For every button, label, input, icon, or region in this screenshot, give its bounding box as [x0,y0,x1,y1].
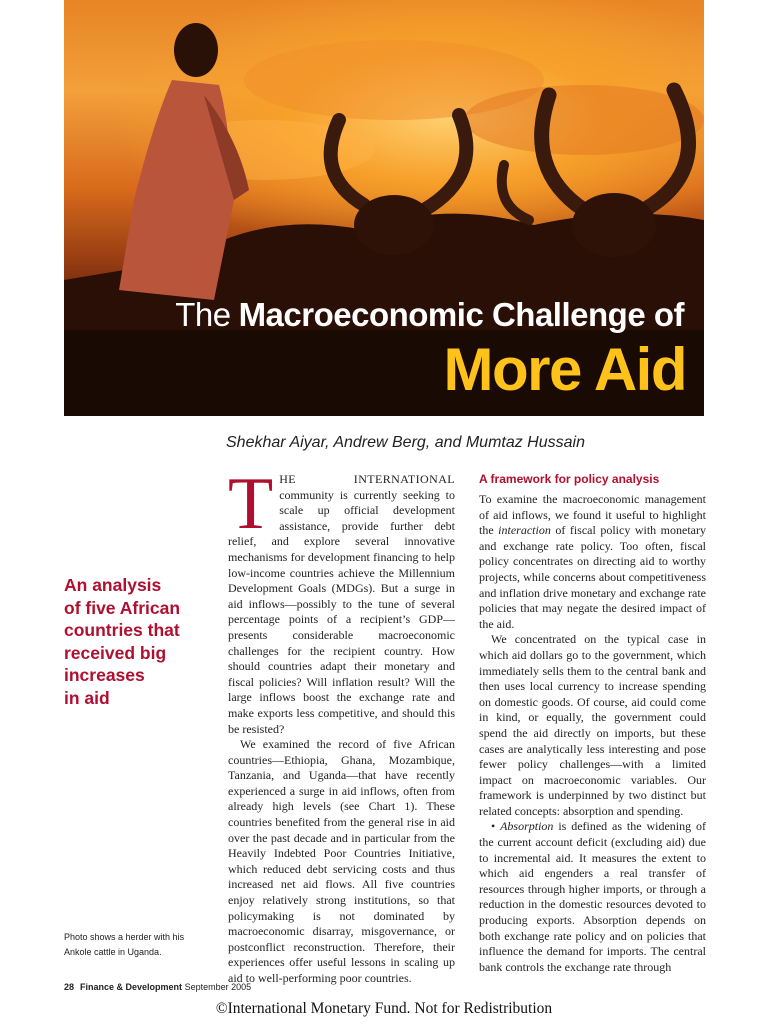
deck-line: of five African [64,597,181,618]
paragraph-text: To examine the macroeconomic management of aid inflows, we found it useful to highlight the [479,492,706,538]
page-number: 28 [64,982,75,992]
paragraph-text: community is currently seeking to scale up official development assistance, provide further debt relief, and explore several innovative mechanisms for development financing to help low-income countries achieve the Millennium Development Goals (MDGs). But a surge in aid inflows—possibly to the tune of several percentage points of a recipient’s GDP—presents considerable macroeconomic challenges for the recipient country. How should countries adapt their monetary and fiscal policies? Will inflation result? Will the large inflows boost the exchange rate and make exports less competitive, and should this be resisted? [228,487,455,736]
body-paragraph: We examined the record of five African countries—Ethiopia, Ghana, Mozambique, Tanzania, and Uganda—that have recently experienced a surge in aid inflows, often from already high levels (see Chart 1). These countries benefited from the general rise in aid over the past decade and in particular from the Heavily Indebted Poor Countries Initiative, which reduced debt servicing costs and thus increased net aid flows. All five countries enjoy relatively strong institutions, so that policymaking is not dominated by macroeconomic disarray, misgovernance, or postconflict reconstruction. Therefore, their experiences offer useful lessons in scaling up aid to well-performing poor countries. [228,737,455,985]
body-column-1 [228,463,455,987]
article-deck [64,574,214,710]
photo-caption [64,930,214,959]
section-heading: A framework for policy analysis [479,472,660,486]
deck-line: An analysis [64,575,162,595]
hero-photo [64,0,704,416]
page-footer [64,982,251,992]
body-paragraph [479,492,706,632]
paragraph-text: is defined as the widening of the current account deficit (excluding aid) due to incremental aid. It measures the extent to which aid engenders a real transfer of resources through higher imports, or through a reduction in the domestic resources devoted to producing exports. Absorption depends on both exchange rate policy and on policies that influence the demand for imports. The central bank controls the exchange rate through [479,819,706,974]
body-column-2 [479,472,706,975]
deck-line: received big [64,642,167,663]
byline: Shekhar Aiyar, Andrew Berg, and Mumtaz Hussain [226,434,585,451]
deck-line: in aid [64,687,110,708]
term-text: Absorption [500,819,554,834]
article-title-line1 [175,296,684,334]
copyright-notice: ©International Monetary Fund. Not for Redistribution [215,1000,553,1017]
bullet-icon: • [491,819,496,834]
deck-line: countries that [64,620,180,641]
drop-cap: T [228,463,274,545]
lead-in-caps: HE INTERNATIONAL [279,472,455,486]
bullet-paragraph [479,819,706,975]
caption-line: Photo shows a herder with his [64,932,185,942]
article-title-line2: More Aid [443,336,686,403]
magazine-name: Finance & Development [80,982,183,992]
body-paragraph [228,463,455,737]
caption-line: Ankole cattle in Uganda. [64,946,162,957]
title-light-word: The [175,296,231,333]
emphasis-text: interaction [498,523,551,538]
title-bold-words: Macroeconomic Challenge of [238,296,684,333]
paragraph-text: of fiscal policy with monetary and exchange rate policy. Too often, fiscal policy concentrates on directing aid to worthy projects, while concerns about competitiveness and inflation drive monetary and exchange rate policies that may negate the desired impact of the aid. [479,523,706,631]
body-paragraph: We concentrated on the typical case in which aid dollars go to the government, which immediately sells them to the central bank and then uses local currency to increase spending on domestic goods. Of course, aid could come in kind, or equally, the government could spend the aid directly on imports, but these cases are analytically less interesting and pose fewer policy challenges—with a limited impact on macroeconomic variables. Our framework is underpinned by two distinct but related concepts: absorption and spending. [479,632,706,818]
deck-line: increases [64,665,145,686]
issue-date: September 2005 [184,982,252,992]
